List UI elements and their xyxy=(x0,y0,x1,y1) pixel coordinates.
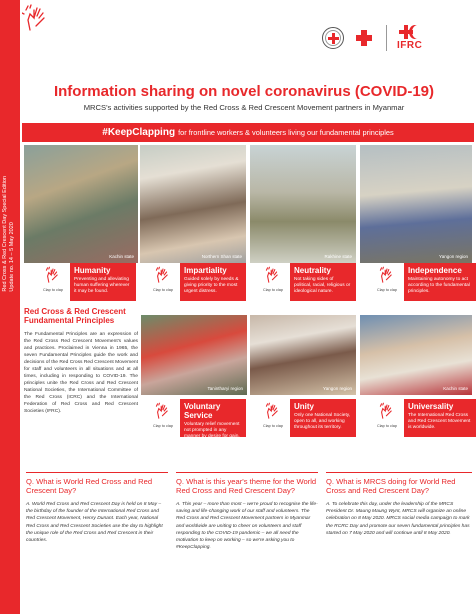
clapping-hands-icon xyxy=(154,402,172,420)
fundamental-principles-box xyxy=(24,307,138,467)
principle-voluntary-service xyxy=(146,399,246,437)
red-cross-icon xyxy=(356,30,372,46)
clap-tag: Clap to clap xyxy=(376,288,398,292)
principle-title: Humanity xyxy=(74,266,111,275)
fundamental-principles-text: The Fundamental Principles are an expression of the Red Cross Red Crescent Movement's values and practices. Proclaimed in Vienna in 1965, the seven Fundamental Principles guide the work and decisions of the Red Cross Red Crescent Movement for staff and volunteers in all situations and at all times, including in responding to COVID-19. The principles unite the Red Cross and Red Crescent National Societies, the International Committee of the Red Cross (ICRC) and the International Federation of Red Cross and Red Crescent Societies (IFRC). xyxy=(24,332,138,414)
photo-northern-shan-volunteers xyxy=(140,145,246,263)
principle-text: The International Red Cross and Red Crescent Movement is worldwide. xyxy=(408,413,471,430)
photo-caption: Yangon region xyxy=(323,386,352,391)
qa-answer: A. To celebrate this day, under the leadership of the MRCS President Dr. Maung Maung Wynt, MRCS will organize an online celebration on 8 May 2020. MRCS social media campaign to mark the RCRC Day and promote our seven fundamental principles has started on 7 May 2020 and will continue until 8 May 2020. xyxy=(326,502,470,536)
page-subtitle: MRCS's activities supported by the Red Cross & Red Crescent Movement partners in Myanmar xyxy=(83,103,405,112)
keepclapping-banner xyxy=(22,123,474,142)
clapping-hands-icon xyxy=(22,4,52,32)
banner-text: for frontline workers & volunteers living our fundamental principles xyxy=(178,128,394,137)
clap-tag: Clap to clap xyxy=(152,288,174,292)
clap-tag: Clap to clap xyxy=(262,424,284,428)
photo-caption: Northern Shan state xyxy=(201,254,242,259)
clapping-hands-icon xyxy=(154,266,172,284)
photo-kachin-volunteers xyxy=(24,145,138,263)
clapping-hands-icon xyxy=(264,402,282,420)
principle-title: Independence xyxy=(408,266,462,275)
photo-caption: Tanintharyi region xyxy=(207,386,243,391)
clapping-hands-icon xyxy=(264,266,282,284)
principle-title: Voluntary Service xyxy=(184,402,221,420)
qa-question: Q. What is this year's theme for the World Red Cross and Red Crescent Day? xyxy=(176,477,317,495)
principle-text: Voluntary relief movement not prompted in any manner by desire for gain. xyxy=(184,422,240,439)
principle-title: Impartiality xyxy=(184,266,227,275)
edition-title: Red Cross & Red Crescent Day Special Edition xyxy=(2,176,8,292)
clap-tag: Clap to clap xyxy=(376,424,398,428)
qa-mrcs-activities xyxy=(326,472,472,604)
photo-yangon-staff xyxy=(250,315,356,395)
qa-theme xyxy=(176,472,318,604)
photo-caption: Yangon region xyxy=(439,254,468,259)
page-title: Information sharing on novel coronavirus (COVID-19) xyxy=(53,83,435,100)
photo-caption: Rakhine state xyxy=(324,254,352,259)
principle-impartiality xyxy=(146,263,246,301)
clapping-hands-icon xyxy=(378,266,396,284)
clapping-hands-icon xyxy=(378,402,396,420)
fundamental-principles-title: Red Cross & Red Crescent Fundamental Principles xyxy=(24,307,126,325)
principle-text: Only one National Society, open to all, and working throughout its territory. xyxy=(294,413,351,430)
update-number: Update no. 14 – 5 May 2020 xyxy=(9,222,15,292)
qa-question: Q. What is World Red Cross and Red Crescent Day? xyxy=(26,477,153,495)
qa-answer: A. World Red Cross and Red Crescent Day is held on 8 May – the birthday of the founder of the International Red Cross and Red Crescent Movement, Henry Dunant. Each year, National Red Cross and Red Crescent Societies use the day to highlight the unique role of the Red Cross and Red Crescent in their countries. xyxy=(26,502,163,544)
photo-tanintharyi-volunteers xyxy=(141,315,247,395)
qa-answer: A. This year – more than most – we're proud to recognise the life-saving and life-changing work of our staff and volunteers. The Red Cross and Red Crescent Movement partners in Myanmar and worldwide are uniting to cheer on volunteers and staff responding to the COVID-19 pandemic – we all need the motivation to keep on working – so we're asking you to #KeepClapping. xyxy=(176,502,318,551)
principle-title: Universality xyxy=(408,402,454,411)
principle-text: Preventing and alleviating human suffering wherever it may be found. xyxy=(74,277,130,294)
principle-humanity xyxy=(36,263,136,301)
clapping-hands-icon xyxy=(44,266,62,284)
ifrc-wordmark: IFRC xyxy=(397,40,423,51)
photo-yangon-volunteers xyxy=(360,145,472,263)
photo-caption: Kachin state xyxy=(443,386,468,391)
cross-crescent-icon xyxy=(399,25,421,39)
principle-text: Maintaining autonomy to act according to the fundamental principles. xyxy=(408,277,470,294)
principle-independence xyxy=(370,263,476,301)
edition-label xyxy=(2,176,18,292)
ifrc-logo xyxy=(397,25,422,51)
principle-neutrality xyxy=(256,263,356,301)
hashtag: #KeepClapping xyxy=(102,127,176,138)
qa-world-day xyxy=(26,472,168,604)
mrcs-logo xyxy=(322,27,344,49)
principle-text: Not taking sides of political, racial, religious or ideological nature. xyxy=(294,277,351,294)
clap-tag: Clap to clap xyxy=(262,288,284,292)
partner-logos xyxy=(322,26,457,50)
side-band xyxy=(0,0,20,614)
principle-universality xyxy=(370,399,476,437)
principle-unity xyxy=(256,399,356,437)
photo-caption: Kachin state xyxy=(109,254,134,259)
principle-text: Guided solely by needs & giving priority to the most urgent distress. xyxy=(184,277,239,294)
qa-question: Q. What is MRCS doing for World Red Cross and Red Crescent Day? xyxy=(326,477,456,495)
principle-title: Neutrality xyxy=(294,266,331,275)
photo-kachin-staff xyxy=(360,315,472,395)
photo-rakhine-volunteers xyxy=(250,145,356,263)
principle-title: Unity xyxy=(294,402,314,411)
logo-divider xyxy=(386,25,387,51)
clap-tag: Clap to clap xyxy=(42,288,64,292)
clap-tag: Clap to clap xyxy=(152,424,174,428)
